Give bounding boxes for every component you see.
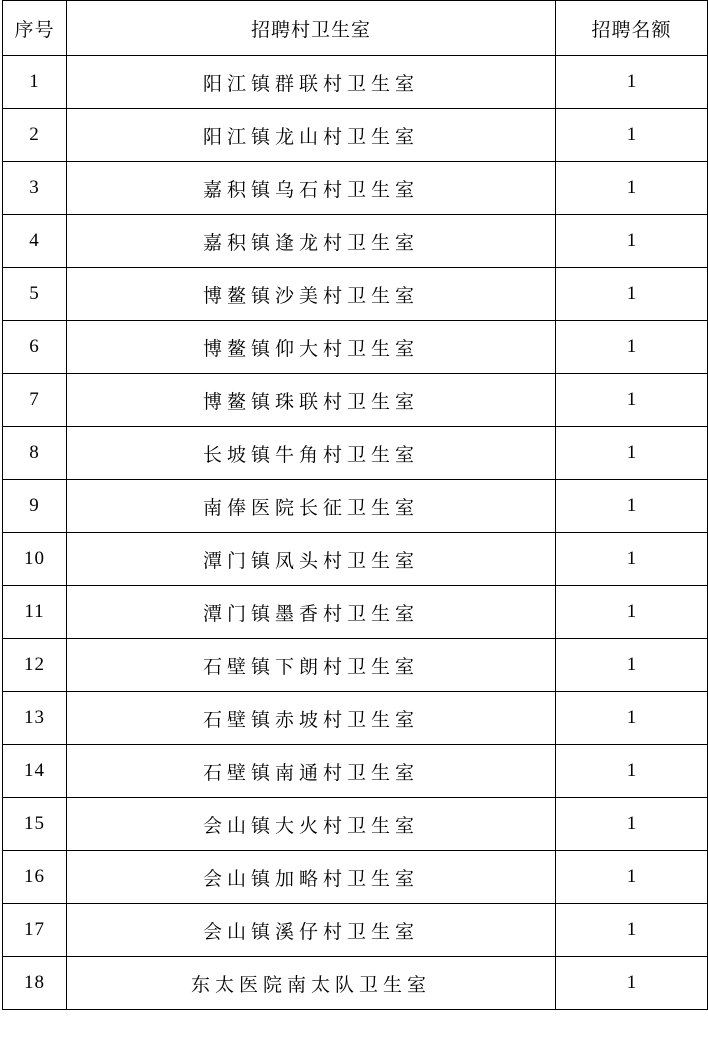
table-row: [3, 904, 708, 957]
row-quota-cell: 1: [556, 639, 708, 692]
table-header: [3, 1, 708, 56]
row-clinic-cell: 嘉积镇逢龙村卫生室: [67, 215, 556, 268]
table-row: [3, 268, 708, 321]
header-index: 序号: [3, 1, 67, 56]
row-clinic-cell: 南俸医院长征卫生室: [67, 480, 556, 533]
row-clinic-cell: 阳江镇群联村卫生室: [67, 56, 556, 109]
table-row: [3, 745, 708, 798]
header-row: [3, 1, 708, 56]
row-clinic-cell: 会山镇大火村卫生室: [67, 798, 556, 851]
table-row: [3, 56, 708, 109]
row-clinic-cell: 博鳌镇仰大村卫生室: [67, 321, 556, 374]
row-clinic-cell: 石壁镇下朗村卫生室: [67, 639, 556, 692]
row-clinic-cell: 东太医院南太队卫生室: [67, 957, 556, 1010]
row-index-cell: 9: [3, 480, 67, 533]
row-index-cell: 7: [3, 374, 67, 427]
header-clinic: 招聘村卫生室: [67, 1, 556, 56]
row-clinic-cell: 石壁镇南通村卫生室: [67, 745, 556, 798]
table-row: [3, 586, 708, 639]
row-clinic-cell: 石壁镇赤坡村卫生室: [67, 692, 556, 745]
row-index-cell: 2: [3, 109, 67, 162]
row-quota-cell: 1: [556, 904, 708, 957]
row-clinic-cell: 潭门镇凤头村卫生室: [67, 533, 556, 586]
row-quota-cell: 1: [556, 374, 708, 427]
row-index-cell: 16: [3, 851, 67, 904]
row-index-cell: 1: [3, 56, 67, 109]
row-index-cell: 14: [3, 745, 67, 798]
row-index-cell: 18: [3, 957, 67, 1010]
row-quota-cell: 1: [556, 268, 708, 321]
row-index-cell: 4: [3, 215, 67, 268]
table-row: [3, 692, 708, 745]
row-index-cell: 15: [3, 798, 67, 851]
recruitment-table: [2, 0, 708, 1010]
row-index-cell: 12: [3, 639, 67, 692]
row-clinic-cell: 潭门镇墨香村卫生室: [67, 586, 556, 639]
row-index-cell: 3: [3, 162, 67, 215]
table-row: [3, 957, 708, 1010]
row-quota-cell: 1: [556, 162, 708, 215]
table-row: [3, 427, 708, 480]
row-quota-cell: 1: [556, 851, 708, 904]
row-quota-cell: 1: [556, 586, 708, 639]
row-clinic-cell: 阳江镇龙山村卫生室: [67, 109, 556, 162]
row-clinic-cell: 博鳌镇珠联村卫生室: [67, 374, 556, 427]
row-clinic-cell: 长坡镇牛角村卫生室: [67, 427, 556, 480]
row-index-cell: 11: [3, 586, 67, 639]
row-quota-cell: 1: [556, 215, 708, 268]
row-index-cell: 5: [3, 268, 67, 321]
table-row: [3, 215, 708, 268]
row-clinic-cell: 会山镇溪仔村卫生室: [67, 904, 556, 957]
row-index-cell: 10: [3, 533, 67, 586]
row-quota-cell: 1: [556, 321, 708, 374]
table-row: [3, 109, 708, 162]
table-body: [3, 56, 708, 1010]
row-quota-cell: 1: [556, 109, 708, 162]
row-clinic-cell: 嘉积镇乌石村卫生室: [67, 162, 556, 215]
row-quota-cell: 1: [556, 533, 708, 586]
row-index-cell: 13: [3, 692, 67, 745]
row-clinic-cell: 会山镇加略村卫生室: [67, 851, 556, 904]
table-row: [3, 321, 708, 374]
table-row: [3, 851, 708, 904]
table-row: [3, 374, 708, 427]
row-quota-cell: 1: [556, 692, 708, 745]
header-quota: 招聘名额: [556, 1, 708, 56]
row-index-cell: 8: [3, 427, 67, 480]
row-quota-cell: 1: [556, 745, 708, 798]
table-row: [3, 533, 708, 586]
row-quota-cell: 1: [556, 798, 708, 851]
row-quota-cell: 1: [556, 427, 708, 480]
table-row: [3, 162, 708, 215]
row-clinic-cell: 博鳌镇沙美村卫生室: [67, 268, 556, 321]
row-quota-cell: 1: [556, 957, 708, 1010]
table-row: [3, 798, 708, 851]
row-quota-cell: 1: [556, 480, 708, 533]
table-row: [3, 639, 708, 692]
row-index-cell: 6: [3, 321, 67, 374]
table-row: [3, 480, 708, 533]
row-index-cell: 17: [3, 904, 67, 957]
row-quota-cell: 1: [556, 56, 708, 109]
